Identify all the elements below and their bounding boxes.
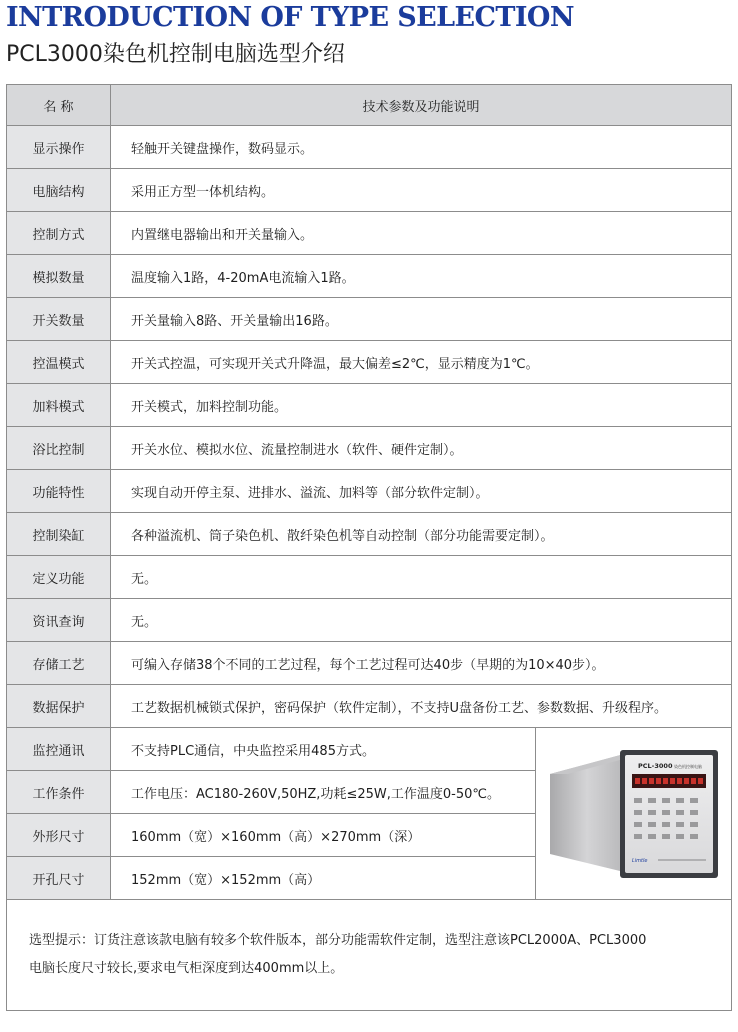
row-name: 定义功能 [7,556,111,599]
table-row [7,642,732,685]
row-desc: 152mm（宽）×152mm（高） [111,857,536,900]
row-name: 数据保护 [7,685,111,728]
table-row [7,427,732,470]
product-photo [546,744,722,884]
row-name: 功能特性 [7,470,111,513]
row-desc: 无。 [111,556,732,599]
row-name: 模拟数量 [7,255,111,298]
table-row [7,298,732,341]
panel-model-label: PCL-3000 [637,761,672,770]
title-chinese: PCL3000染色机控制电脑选型介绍 [6,42,345,67]
row-desc: 无。 [111,599,732,642]
panel-sub-label: 染色机控制电脑 [673,763,702,769]
row-name: 存储工艺 [7,642,111,685]
table-row [7,341,732,384]
selection-note [7,900,732,1011]
table-row [7,599,732,642]
row-desc: 可编入存储38个不同的工艺过程，每个工艺过程可达40步（早期的为10×40步）。 [111,642,732,685]
table-row [7,169,732,212]
brand-label: Limtle [631,857,647,864]
table-row [7,126,732,169]
row-desc: 开关量输入8路、开关量输出16路。 [111,298,732,341]
row-desc: 轻触开关键盘操作，数码显示。 [111,126,732,169]
row-name: 电脑结构 [7,169,111,212]
row-desc: 工作电压：AC180-260V,50HZ,功耗≤25W,工作温度0-50℃。 [111,771,536,814]
row-desc: 开关模式，加料控制功能。 [111,384,732,427]
row-desc: 工艺数据机械锁式保护，密码保护（软件定制），不支持U盘备份工艺、参数数据、升级程序。 [111,685,732,728]
spec-table [6,84,732,1011]
table-row [7,255,732,298]
row-desc: 采用正方型一体机结构。 [111,169,732,212]
table-row [7,212,732,255]
row-name: 资讯查询 [7,599,111,642]
table-row [7,513,732,556]
table-row [7,384,732,427]
product-image-cell [536,728,732,900]
row-desc: 内置继电器输出和开关量输入。 [111,212,732,255]
row-name: 显示操作 [7,126,111,169]
note-row [7,900,732,1011]
row-name: 控制染缸 [7,513,111,556]
row-name: 控温模式 [7,341,111,384]
row-desc: 开关式控温，可实现开关式升降温，最大偏差≤2℃，显示精度为1℃。 [111,341,732,384]
table-row [7,556,732,599]
row-name: 加料模式 [7,384,111,427]
row-desc: 开关水位、模拟水位、流量控制进水（软件、硬件定制）。 [111,427,732,470]
row-name: 外形尺寸 [7,814,111,857]
table-row [7,685,732,728]
col-header-desc: 技术参数及功能说明 [111,85,732,126]
row-name: 开孔尺寸 [7,857,111,900]
row-name: 监控通讯 [7,728,111,771]
note-line-2: 电脑长度尺寸较长,要求电气柜深度到达400mm以上。 [29,961,344,976]
row-desc: 温度输入1路，4-20mA电流输入1路。 [111,255,732,298]
row-desc: 实现自动开停主泵、进排水、溢流、加料等（部分软件定制）。 [111,470,732,513]
note-line-1: 选型提示：订货注意该款电脑有较多个软件版本，部分功能需软件定制，选型注意该PCL2000A、PCL3000 [29,933,647,948]
table-header-row [7,85,732,126]
row-desc: 160mm（宽）×160mm（高）×270mm（深） [111,814,536,857]
row-desc: 不支持PLC通信，中央监控采用485方式。 [111,728,536,771]
row-name: 开关数量 [7,298,111,341]
table-row [7,728,732,771]
row-desc: 各种溢流机、筒子染色机、散纤染色机等自动控制（部分功能需要定制）。 [111,513,732,556]
col-header-name: 名 称 [7,85,111,126]
row-name: 浴比控制 [7,427,111,470]
row-name: 工作条件 [7,771,111,814]
table-row [7,470,732,513]
title-english: INTRODUCTION OF TYPE SELECTION [6,2,574,33]
row-name: 控制方式 [7,212,111,255]
